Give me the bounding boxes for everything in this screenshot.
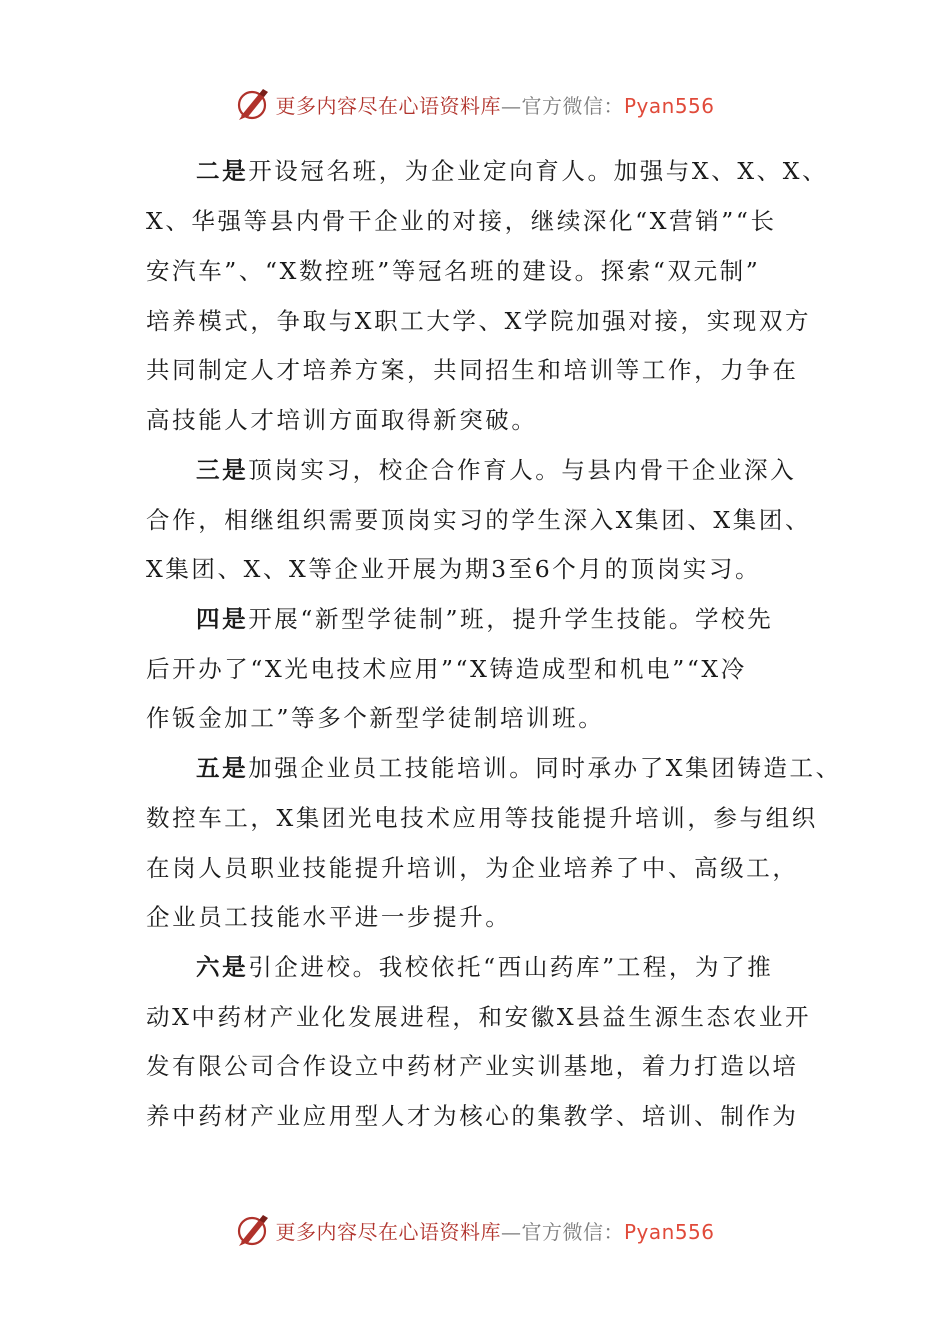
footer-watermark — [0, 1208, 950, 1252]
banner-wechat-id: Pyan556 — [623, 93, 715, 118]
paragraph-2-lead: 三是 — [196, 456, 249, 484]
paragraph-1-line-6: 高技能人才培训方面取得新突破。 — [146, 406, 538, 434]
paragraph-1-line-3: 安汽车”、“X数控班”等冠名班的建设。探索“双元制” — [146, 257, 761, 285]
paragraph-3-line-3: 作钣金加工”等多个新型学徒制培训班。 — [146, 704, 605, 732]
paragraph-4-line-1: 五是加强企业员工技能培训。同时承办了X集团铸造工、 — [196, 754, 842, 782]
banner-title: 更多内容尽在心语资料库 — [275, 93, 501, 118]
paragraph-1-line-2: X、华强等县内骨干企业的对接，继续深化“X营销”“长 — [146, 207, 777, 235]
paragraph-4-line-2: 数控车工，X集团光电技术应用等技能提升培训，参与组织 — [146, 804, 818, 832]
paragraph-5-line-1: 六是引企进校。我校依托“西山药库”工程，为了推 — [196, 953, 774, 981]
paragraph-4-lead: 五是 — [196, 754, 249, 782]
pen-logo-icon — [235, 1212, 271, 1248]
paragraph-5-line-3: 发有限公司合作设立中药材产业实训基地，着力打造以培 — [146, 1052, 799, 1080]
paragraph-3-lead: 四是 — [196, 605, 249, 633]
paragraph-4-line-4: 企业员工技能水平进一步提升。 — [146, 903, 512, 931]
pen-logo-icon — [235, 86, 271, 122]
banner-wechat-label: 官方微信： — [521, 1219, 624, 1244]
paragraph-5-line-2: 动X中药材产业化发展进程，和安徽X县益生源生态农业开 — [146, 1003, 812, 1031]
paragraph-3-line-1: 四是开展“新型学徒制”班，提升学生技能。学校先 — [196, 605, 774, 633]
banner-wechat-label: 官方微信： — [521, 93, 624, 118]
paragraph-4-line-3: 在岗人员职业技能提升培训，为企业培养了中、高级工， — [146, 854, 799, 882]
paragraph-1-line-5: 共同制定人才培养方案，共同招生和培训等工作，力争在 — [146, 356, 799, 384]
paragraph-1-line-4: 培养模式，争取与X职工大学、X学院加强对接，实现双方 — [146, 307, 812, 335]
banner-dash: — — [500, 1219, 522, 1244]
paragraph-3-line-2: 后开办了“X光电技术应用”“X铸造成型和机电”“X冷 — [146, 655, 747, 683]
paragraph-5-line-4: 养中药材产业应用型人才为核心的集教学、培训、制作为 — [146, 1102, 799, 1130]
banner-wechat-id: Pyan556 — [623, 1219, 715, 1244]
paragraph-1-lead: 二是 — [196, 157, 249, 185]
header-watermark — [0, 82, 950, 126]
paragraph-2-line-2: 合作，相继组织需要顶岗实习的学生深入X集团、X集团、 — [146, 506, 812, 534]
banner-dash: — — [500, 93, 522, 118]
paragraph-2-line-3: X集团、X、X等企业开展为期3至6个月的顶岗实习。 — [146, 555, 762, 583]
paragraph-5-lead: 六是 — [196, 953, 249, 981]
banner-title: 更多内容尽在心语资料库 — [275, 1219, 501, 1244]
paragraph-2-line-1: 三是顶岗实习，校企合作育人。与县内骨干企业深入 — [196, 456, 797, 484]
paragraph-1-line-1: 二是开设冠名班，为企业定向育人。加强与X、X、X、 — [196, 157, 829, 185]
